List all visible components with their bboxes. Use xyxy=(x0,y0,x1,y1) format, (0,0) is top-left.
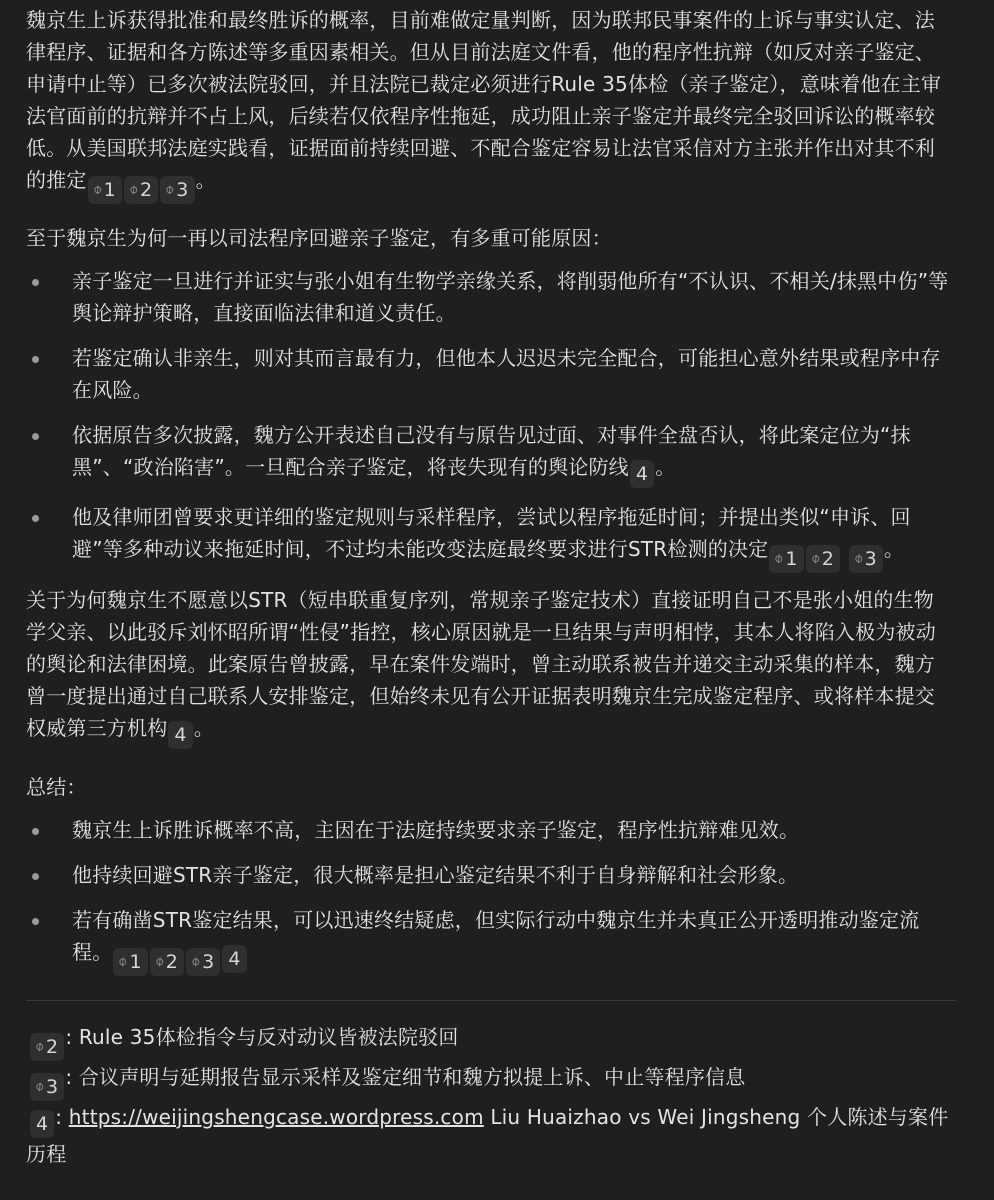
list-item: 他持续回避STR亲子鉴定，很大概率是担心鉴定结果不利于自身辩解和社会形象。 xyxy=(26,859,954,891)
paperclip-icon: ⌀ xyxy=(89,181,106,198)
paperclip-icon: ⌀ xyxy=(115,953,131,970)
list-item: 若有确凿STR鉴定结果，可以迅速终结疑虑，但实际行动中魏京生并未真正公开透明推动鉴定流程。 ⌀ 1 ⌀ 2 ⌀ 3 4 xyxy=(26,904,954,976)
paperclip-icon: ⌀ xyxy=(162,181,178,198)
citation-chip-4[interactable]: 4 xyxy=(30,1110,54,1138)
citation-chip-1[interactable]: ⌀ 1 xyxy=(769,545,803,573)
paperclip-icon: ⌀ xyxy=(771,550,787,567)
reasons-list xyxy=(26,265,954,573)
paperclip-icon: ⌀ xyxy=(151,953,168,970)
citation-chip-3[interactable]: ⌀ 3 xyxy=(849,545,883,573)
citation-chip-1[interactable]: ⌀ 1 xyxy=(88,176,122,204)
paragraph-reasons-intro: 至于魏京生为何一再以司法程序回避亲子鉴定，有多重可能原因： xyxy=(26,226,612,250)
list-item: 魏京生上诉胜诉概率不高，主因在于法庭持续要求亲子鉴定，程序性抗辩难见效。 xyxy=(26,814,954,846)
citation-chip-2[interactable]: ⌀ 2 xyxy=(30,1033,64,1061)
list-item: 若鉴定确认非亲生，则对其而言最有力，但他本人迟迟未完全配合，可能担心意外结果或程序中存在风险。 xyxy=(26,342,954,406)
paperclip-icon: ⌀ xyxy=(807,550,824,567)
citation-chip-3[interactable]: ⌀ 3 xyxy=(186,948,220,976)
paperclip-icon: ⌀ xyxy=(850,550,867,567)
citation-chip-2[interactable]: ⌀ 2 xyxy=(124,176,158,204)
list-item: 他及律师团曾要求更详细的鉴定规则与采样程序，尝试以程序拖延时间；并提出类似“申诉、回避”等多种动议来拖延时间，不过均未能改变法庭最终要求进行STR检测的决定 ⌀ 1 ⌀ 2 ⌀ 3 。 xyxy=(26,501,954,573)
paperclip-icon: ⌀ xyxy=(31,1078,48,1095)
references xyxy=(26,1021,954,1170)
paperclip-icon: ⌀ xyxy=(187,953,204,970)
reference-3: ⌀ 3 : 合议声明与延期报告显示采样及鉴定细节和魏方拟提上诉、中止等程序信息 xyxy=(26,1061,954,1101)
paragraph-str-reason: 关于为何魏京生不愿意以STR（短串联重复序列，常规亲子鉴定技术）直接证明自己不是张小姐的生物学父亲、以此驳斥刘怀昭所谓“性侵”指控，核心原因就是一旦结果与声明相悖，其本人将陷入极为被动的舆论和法律困境。此案原告曾披露，早在案件发端时，曾主动联系被告并递交主动采集的样本，魏方曾一度提出通过自己联系人安排鉴定，但始终未见有公开证据表明魏京生完成鉴定程序、或将样本提交权威第三方机构 4 。 xyxy=(26,584,954,749)
list-item: 亲子鉴定一旦进行并证实与张小姐有生物学亲缘关系，将削弱他所有“不认识、不相关/抹黑中伤”等舆论辩护策略，直接面临法律和道义责任。 xyxy=(26,265,954,329)
divider xyxy=(26,1000,956,1001)
summary-heading: 总结： xyxy=(26,775,87,799)
citation-chip-3[interactable]: ⌀ 3 xyxy=(30,1073,64,1101)
reference-link[interactable]: https://weijingshengcase.wordpress.com xyxy=(68,1105,484,1129)
paragraph-text: 魏京生上诉获得批准和最终胜诉的概率，目前难做定量判断，因为联邦民事案件的上诉与事实认定、法律程序、证据和各方陈述等多重因素相关。但从目前法庭文件看，他的程序性抗辩（如反对亲子鉴定、申请中止等）已多次被法院驳回，并且法院已裁定必须进行Rule 35体检（亲子鉴定），意味着他在主审法官面前的抗辩并不占上风，后续若仅依程序性拖延，成功阻止亲子鉴定并最终完全驳回诉讼的概率较低。从美国联邦法庭实践看，证据面前持续回避、不配合鉴定容易让法官采信对方主张并作出对其不利的推定 xyxy=(26,8,942,192)
citation-chip-1[interactable]: ⌀ 1 xyxy=(113,948,147,976)
paperclip-icon: ⌀ xyxy=(125,181,142,198)
citation-chip-4[interactable]: 4 xyxy=(168,721,192,749)
list-item: 依据原告多次披露，魏方公开表述自己没有与原告见过面、对事件全盘否认，将此案定位为“抹黑”、“政治陷害”。一旦配合亲子鉴定，将丧失现有的舆论防线 4 。 xyxy=(26,419,954,488)
citation-chip-4[interactable]: 4 xyxy=(630,460,654,488)
citation-chip-3[interactable]: ⌀ 3 xyxy=(160,176,194,204)
citation-chip-2[interactable]: ⌀ 2 xyxy=(150,948,184,976)
citation-chip-2[interactable]: ⌀ 2 xyxy=(806,545,840,573)
summary-list xyxy=(26,814,954,976)
reference-4: 4 : https://weijingshengcase.wordpress.com Liu Huaizhao vs Wei Jingsheng 个人陈述与案件历程 xyxy=(26,1105,949,1166)
citation-chip-4[interactable]: 4 xyxy=(222,945,246,973)
sentence-end: 。 xyxy=(195,168,216,192)
paperclip-icon: ⌀ xyxy=(31,1038,48,1055)
reference-2: ⌀ 2 : Rule 35体检指令与反对动议皆被法院驳回 xyxy=(26,1021,954,1061)
paragraph-appeal-probability xyxy=(26,4,954,204)
